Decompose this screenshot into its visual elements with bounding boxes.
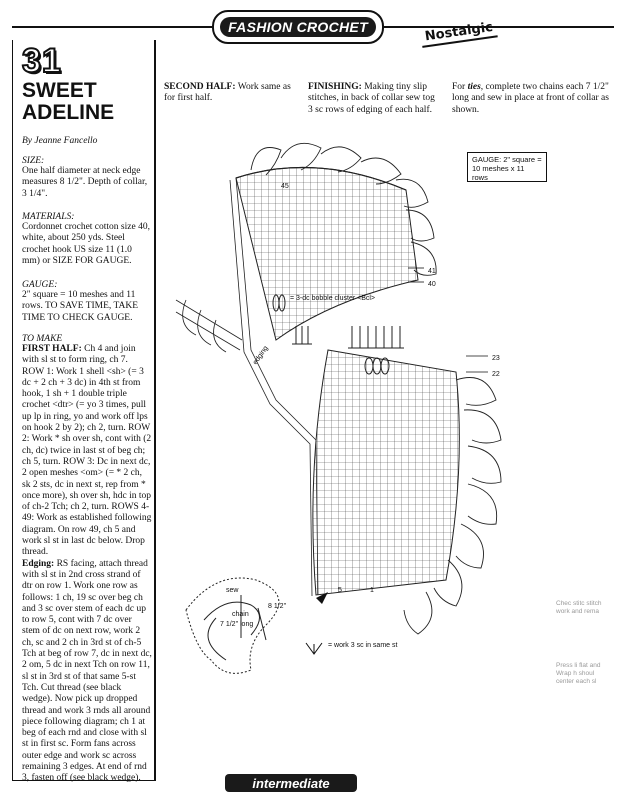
pattern-number: 31 xyxy=(22,42,62,80)
ties-word: ties xyxy=(467,82,481,92)
row-leader-lines xyxy=(408,268,488,372)
ties-prefix: For xyxy=(452,82,466,92)
upper-mesh-region xyxy=(236,167,418,340)
brand-banner xyxy=(212,10,384,44)
edging-text: RS facing, attach thread with sl st in 2nd cross strand of dtr on row 1. Work one row as follows: 1 ch, 19 sc over beg ch and 3 sc over stem of each dc up to row 5, cont with 7 dc over stem of dc on next row, work 2 ch, sc and 2 ch in 3rd st of ch-5 Tch at beg of row 7, dc in next dc, 2 om, 5 dc in next Tch on row 11, sl st in 3rd st of that same 5-st Tch. Cut thread (see black wedge). Now pick up dropped thread and work 3 rnds all around piece following diagram; ch 1 at beg of each rnd and close with sl st in first sc. Form fans across outer edge and work sc across remaining 3 edges. At end of rnd 3, fasten off (see black wedge). xyxy=(22,558,152,784)
work-3sc-legend-line1 xyxy=(328,642,397,649)
gauge-legend-box: GAUGE: 2" square = 10 meshes x 11 rows xyxy=(467,152,547,182)
title-line-1: SWEET xyxy=(22,79,97,102)
gauge-label: GAUGE: xyxy=(22,280,58,290)
second-half-text: Work same as for first half. xyxy=(164,82,291,104)
row-label-5: 5 xyxy=(338,587,342,594)
size-label: SIZE: xyxy=(22,156,45,166)
materials-label: MATERIALS: xyxy=(22,212,75,222)
schematic-chain-label: chain xyxy=(232,611,249,618)
pattern-title xyxy=(22,80,114,124)
row-label-40: 40 xyxy=(428,281,436,288)
gauge-section xyxy=(22,280,152,324)
row-label-41: 41 xyxy=(428,268,436,275)
bobble-legend-text: = 3-dc bobble cluster <Bcl> xyxy=(290,295,376,302)
schematic-width-label: 8 1/2" xyxy=(268,603,287,610)
work-3sc-icon xyxy=(306,643,322,654)
row-label-45: 45 xyxy=(281,183,289,190)
title-line-2: ADELINE xyxy=(22,101,115,124)
row-label-23: 23 xyxy=(492,355,500,362)
nostalgic-badge: Nostalgic xyxy=(420,19,498,47)
finishing-heading: FINISHING: xyxy=(308,82,362,92)
edging-instructions xyxy=(22,559,152,785)
to-make-label: TO MAKE xyxy=(22,334,63,344)
faded-bleed-text-2: Press li flat and Wrap h shoul center each sl xyxy=(556,662,601,685)
column-divider xyxy=(154,40,155,780)
ties-column xyxy=(452,82,610,116)
second-half-column xyxy=(164,82,296,105)
gauge-text: 2" square = 10 meshes and 11 rows. TO SAVE TIME, TAKE TIME TO CHECK GAUGE. xyxy=(22,290,139,323)
first-half-instructions xyxy=(22,344,152,559)
bobble-legend-line xyxy=(290,295,375,302)
work-3sc-legend: = work 3 sc in same st xyxy=(328,642,398,649)
second-half-heading: SECOND HALF: xyxy=(164,82,236,92)
first-half-text: Ch 4 and join with sl st to form ring, ch 7. ROW 1: Work 1 shell <sh> (= 3 dc + 2 ch + 3 dc) in 4th st from hook, 1 sh + 1 double triple crochet <dtr> (= yo 3 times, pull up lp in ring, yo and work off lps on hook 2 by 2); ch 2, turn. ROW 2: Work * sh over sh, cont with (2 ch, dc) twice in last st of beg ch; ch 5, turn. ROW 3: Dc in next dc, 2 open meshes <om> (= * 2 ch, sk 2 sts, dc in next st, rep from * once more), sh over sh, hdc in top of ch-2 Tch; ch 2, turn. ROWS 4-49: Work as established following diagram. On row 49, ch 5 and work sl st in last dc below. Drop thread. xyxy=(22,344,152,558)
lower-mesh-region xyxy=(313,350,459,595)
to-make-section xyxy=(22,334,152,785)
row-label-1: 1 xyxy=(370,587,374,594)
difficulty-badge: intermediate xyxy=(225,774,357,792)
finishing-column xyxy=(308,82,442,116)
first-half-heading: FIRST HALF: xyxy=(22,344,82,354)
materials-section xyxy=(22,212,152,267)
crochet-chart xyxy=(156,140,618,740)
edging-label: edging xyxy=(251,344,270,367)
ties-text: , complete two chains each 7 1/2" long and sew in place at front of collar as shown. xyxy=(452,82,609,115)
schematic-sew-label: sew xyxy=(226,587,239,594)
faded-bleed-text-1: Chec stitc stitch work and rema xyxy=(556,600,602,615)
edging-heading: Edging: xyxy=(22,558,55,569)
size-section xyxy=(22,156,152,200)
materials-text: Cordonnet crochet cotton size 40, white, about 250 yds. Steel crochet hook US size 11 (1.0 mm) or SIZE FOR GAUGE. xyxy=(22,222,150,266)
finishing-text: Making tiny slip stitches, in back of collar sew tog 3 sc rows of edging of each half. xyxy=(308,82,435,115)
schematic-chain-length: 7 1/2" long xyxy=(220,621,254,628)
byline: By Jeanne Fancello xyxy=(22,136,98,146)
brand-title: FASHION CROCHET xyxy=(220,17,376,37)
row-label-22: 22 xyxy=(492,371,500,378)
size-text: One half diameter at neck edge measures 8 1/2". Depth of collar, 3 1/4". xyxy=(22,166,148,199)
